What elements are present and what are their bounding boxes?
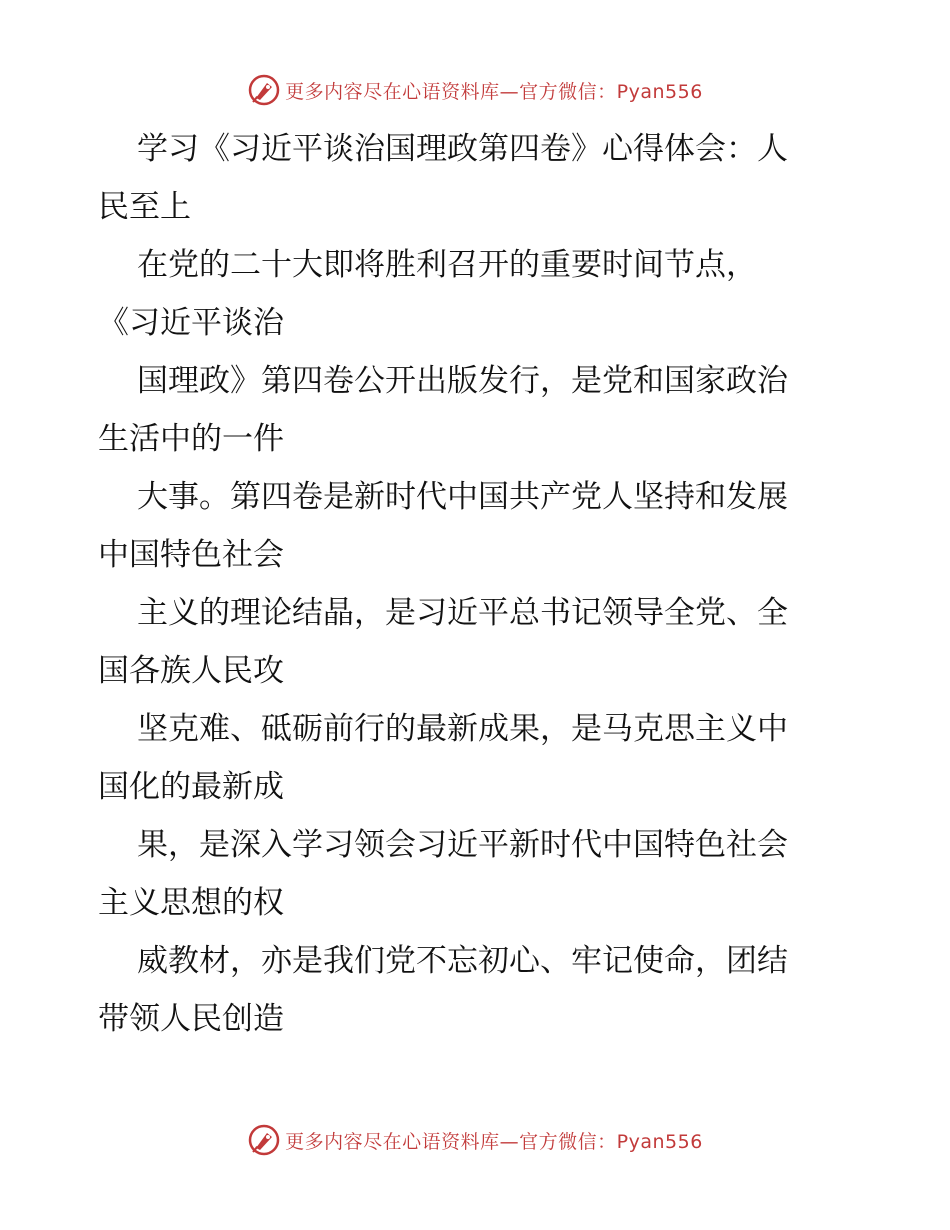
- text-line: 在党的二十大即将胜利召开的重要时间节点，: [137, 247, 757, 283]
- pen-nib-logo-icon: [247, 73, 281, 107]
- text-line: 学习《习近平谈治国理政第四卷》心得体会：人: [137, 131, 788, 167]
- text-line: 国各族人民攻: [98, 653, 284, 689]
- text-line: 果，是深入学习领会习近平新时代中国特色社会: [137, 827, 788, 863]
- text-line: 带领人民创造: [98, 1001, 284, 1037]
- header-banner: [0, 70, 950, 110]
- text-line: 《习近平谈治: [98, 305, 284, 341]
- text-line: 大事。第四卷是新时代中国共产党人坚持和发展: [137, 479, 788, 515]
- header-wechat-account: Pyan556: [616, 80, 703, 103]
- footer-banner: [0, 1120, 950, 1160]
- text-line: 威教材，亦是我们党不忘初心、牢记使命，团结: [137, 943, 788, 979]
- footer-wechat-account: Pyan556: [616, 1130, 703, 1153]
- pen-nib-logo-icon: [247, 1123, 281, 1157]
- text-line: 中国特色社会: [98, 537, 284, 573]
- text-line: 国理政》第四卷公开出版发行，是党和国家政治: [137, 363, 788, 399]
- text-line: 国化的最新成: [98, 769, 284, 805]
- text-line: 生活中的一件: [98, 421, 284, 457]
- footer-banner-text: 更多内容尽在心语资料库—官方微信：Pyan556: [285, 1130, 703, 1153]
- text-line: 主义的理论结晶，是习近平总书记领导全党、全: [137, 595, 788, 631]
- header-banner-text: 更多内容尽在心语资料库—官方微信：Pyan556: [285, 80, 703, 103]
- text-line: 坚克难、砥砺前行的最新成果，是马克思主义中: [137, 711, 788, 747]
- text-line: 民至上: [98, 189, 191, 225]
- text-line: 主义思想的权: [98, 885, 284, 921]
